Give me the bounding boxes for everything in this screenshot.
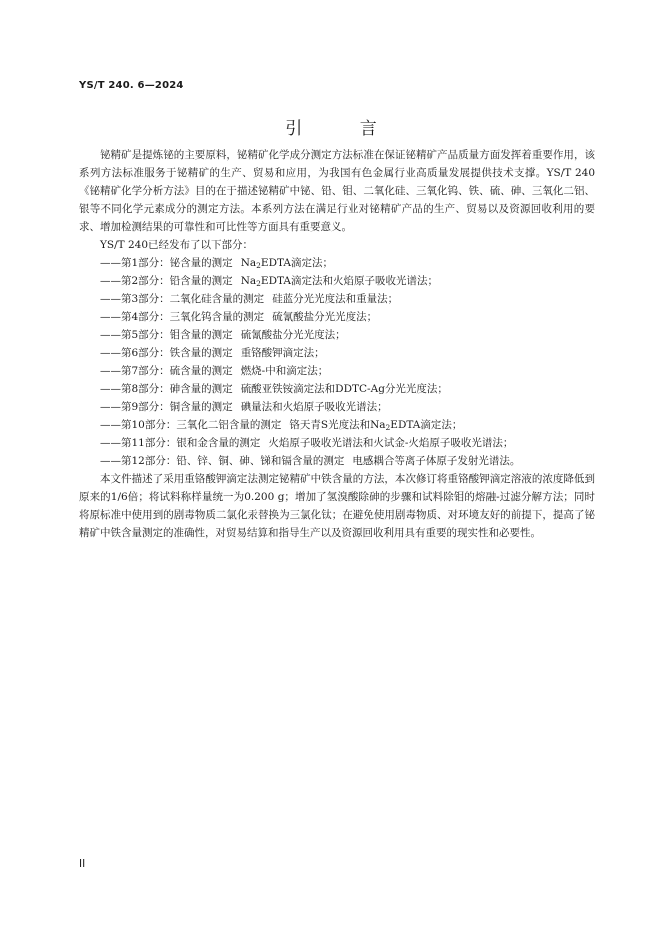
part-method-text: 硫氰酸盐分光光度法； <box>240 329 346 341</box>
standard-code: YS/T 240. 6—2024 <box>79 80 184 91</box>
part-item <box>79 308 595 326</box>
part-title: ——第2部分：铅含量的测定 <box>100 275 233 287</box>
part-method-subscript: 2 <box>256 261 261 270</box>
part-method-text-tail: EDTA滴定法； <box>390 419 463 431</box>
part-method <box>289 419 462 431</box>
page-number: II <box>79 858 86 870</box>
part-item <box>79 416 595 434</box>
document-body <box>79 146 595 542</box>
part-title: ——第4部分：三氧化钨含量的测定 <box>100 311 265 323</box>
part-item <box>79 254 595 272</box>
part-method <box>241 401 388 413</box>
part-method <box>241 347 325 359</box>
part-title: ——第1部分：铋含量的测定 <box>100 257 233 269</box>
parts-list <box>79 254 595 470</box>
part-method-text: 重铬酸钾滴定法； <box>240 347 325 359</box>
part-title: ——第5部分：钼含量的测定 <box>100 329 233 341</box>
part-method <box>268 437 513 449</box>
part-item <box>79 452 595 470</box>
part-method <box>241 329 346 341</box>
part-method-text: 硅蓝分光光度法和重量法； <box>272 293 399 305</box>
part-method-text: 铬天青S光度法和Na <box>289 419 386 431</box>
part-title: ——第8部分：砷含量的测定 <box>100 383 233 395</box>
parts-lead: YS/T 240已经发布了以下部分： <box>100 239 254 251</box>
part-title: ——第3部分：二氧化硅含量的测定 <box>100 293 265 305</box>
part-method-subscript: 2 <box>385 423 391 432</box>
summary-paragraph: 本文件描述了采用重铬酸钾滴定法测定铋精矿中铁含量的方法，本次修订将重铬酸钾滴定溶液的浓度降低到原来的1/6倍；将试料称样量统一为0.200 g；增加了氢溴酸除砷的步骤和试料除钼的熔融-过滤分解方法；同时将原标准中使用到的剧毒物质二氯化汞替换为三氯化钛；在避免使用剧毒物质、对环境友好的前提下，提高了铋精矿中铁含量测定的准确性，对贸易结算和指导生产以及资源回收利用具有重要的现实性和必要性。 <box>79 473 595 539</box>
part-title: ——第6部分：铁含量的测定 <box>100 347 233 359</box>
part-method-text-tail: EDTA滴定法； <box>260 257 334 269</box>
part-method-text-tail: EDTA滴定法和火焰原子吸收光谱法； <box>260 275 439 287</box>
part-title: ——第7部分：硫含量的测定 <box>100 365 233 377</box>
part-method-text: Na <box>240 257 257 269</box>
part-item <box>79 434 595 452</box>
part-item <box>79 380 595 398</box>
part-item <box>79 326 595 344</box>
part-method <box>241 365 329 377</box>
intro-paragraph: 铋精矿是提炼铋的主要原料，铋精矿化学成分测定方法标准在保证铋精矿产品质量方面发挥着重要作用，该系列方法标准服务于铋精矿的生产、贸易和应用，为我国有色金属行业高质量发展提供技术支撑。YS/T 240《铋精矿化学分析方法》目的在于描述铋精矿中铋、铅、钼、二氧化硅、三氧化钨、铁、硫、砷、三氧化二铝、银等不同化学元素成分的测定方法。本系列方法在满足行业对铋精矿产品的生产、贸易以及资源回收利用的要求、增加检测结果的可靠性和可比性等方面具有重要意义。 <box>79 149 595 233</box>
part-title: ——第12部分：铅、锌、铜、砷、锑和镉含量的测定 <box>100 455 345 467</box>
part-item <box>79 362 595 380</box>
part-method-text: 硫氰酸盐分光光度法； <box>272 311 378 323</box>
part-method <box>241 383 448 395</box>
part-method <box>352 455 520 467</box>
part-item <box>79 398 595 416</box>
part-title: ——第9部分：铜含量的测定 <box>100 401 233 413</box>
part-method <box>272 293 398 305</box>
part-method-text: 火焰原子吸收光谱法和火试金-火焰原子吸收光谱法； <box>268 437 514 449</box>
part-method-subscript: 2 <box>256 279 261 288</box>
part-item <box>79 344 595 362</box>
part-item <box>79 272 595 290</box>
part-method <box>241 257 333 269</box>
part-method-text: 燃烧-中和滴定法； <box>240 365 329 377</box>
part-method <box>241 275 438 287</box>
part-item <box>79 290 595 308</box>
part-method <box>272 311 377 323</box>
part-method-text: 碘量法和火焰原子吸收光谱法； <box>240 401 388 413</box>
part-title: ——第11部分：银和金含量的测定 <box>100 437 261 449</box>
part-method-text: Na <box>240 275 257 287</box>
part-method-text: 电感耦合等离子体原子发射光谱法。 <box>352 455 521 467</box>
part-title: ——第10部分：三氧化二铝含量的测定 <box>100 419 282 431</box>
page-title: 引 言 <box>285 119 403 139</box>
part-method-text: 硫酸亚铁铵滴定法和DDTC-Ag分光光度法； <box>240 383 448 395</box>
